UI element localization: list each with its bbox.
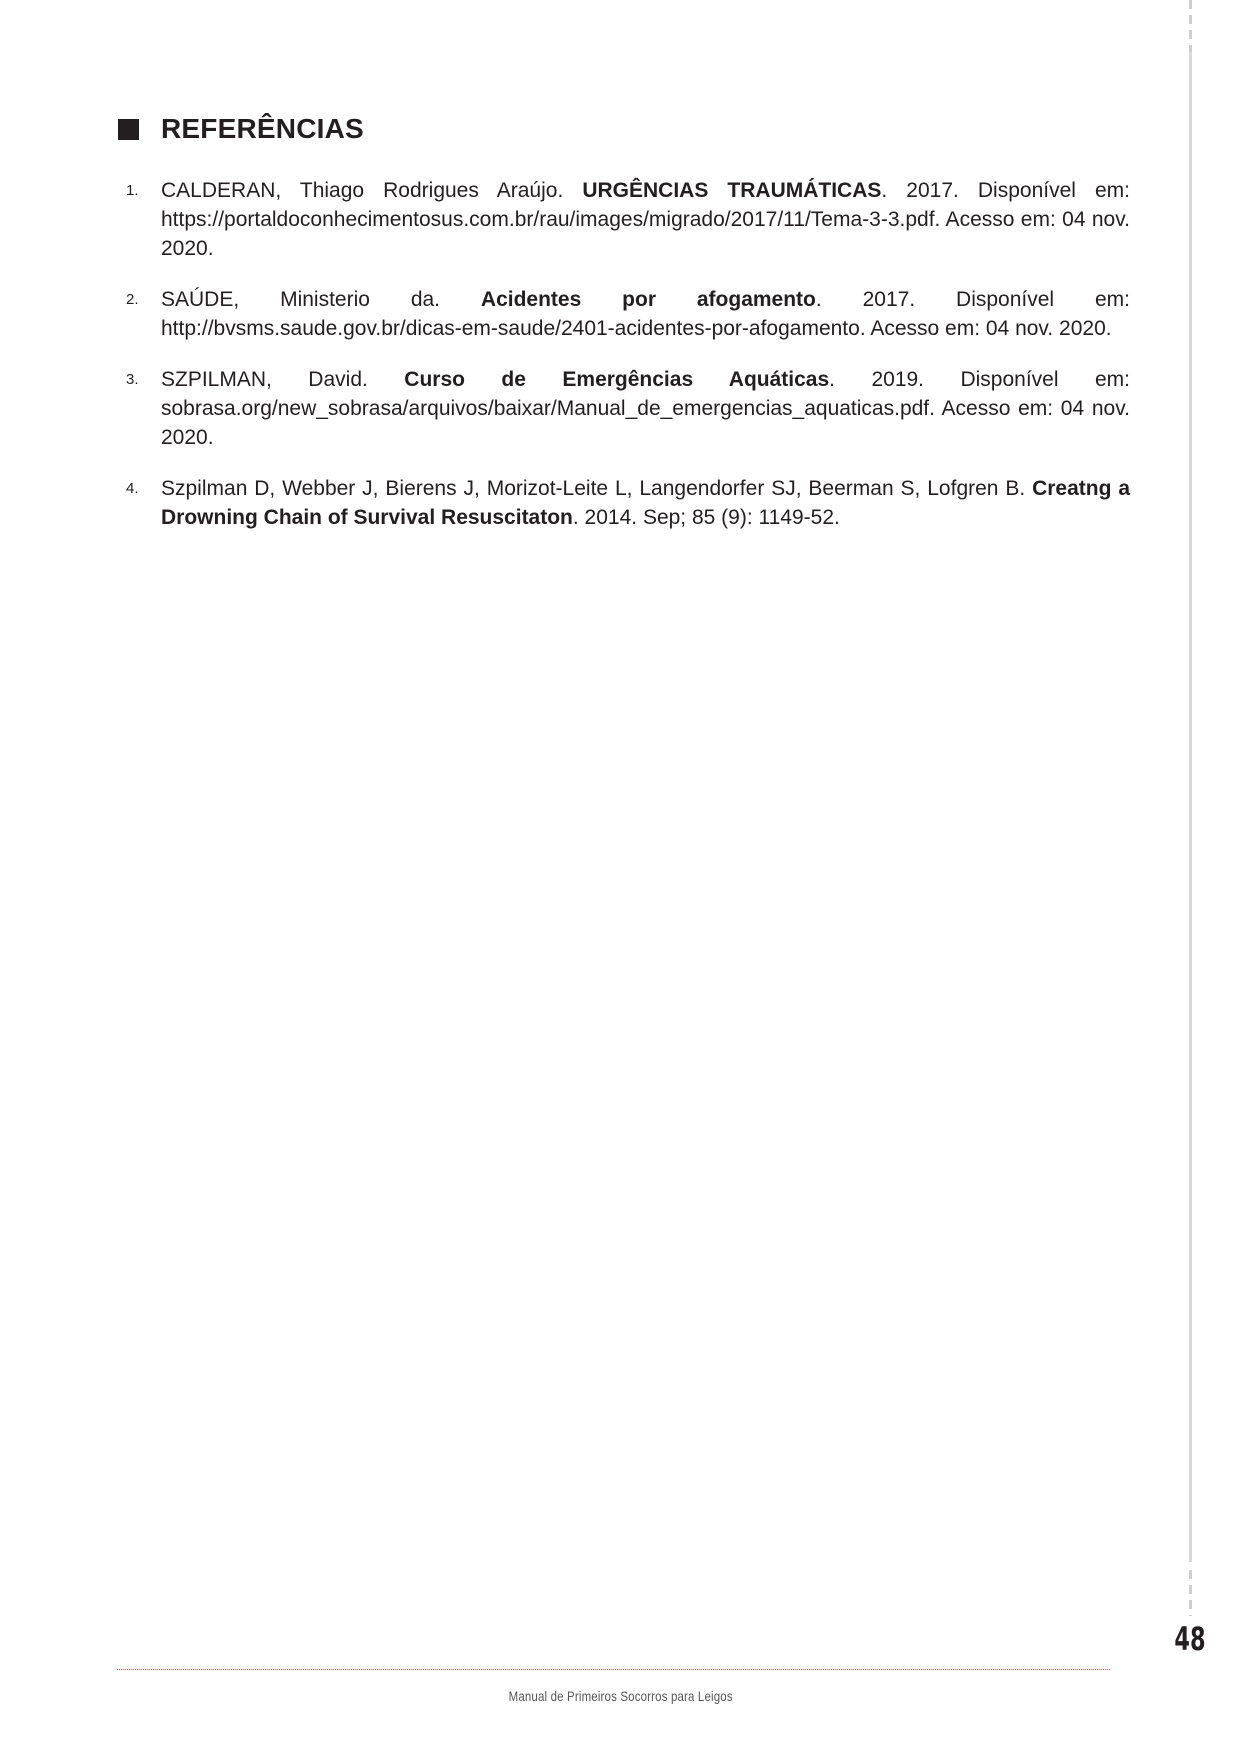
section-heading	[118, 113, 364, 145]
reference-text-end: . 2017. Disponível em: https://portaldoconhecimentosus.com.br/rau/images/migrado/2017/11/Tema-3-3.pdf. Acesso em: 04 nov. 2020.	[161, 179, 1130, 260]
reference-text-start: SAÚDE, Ministerio da.	[161, 288, 481, 311]
footer-title-text: Manual de Primeiros Socorros para Leigos	[508, 1688, 733, 1704]
reference-text-end: . 2017. Disponível em: http://bvsms.saude.gov.br/dicas-em-saude/2401-acidentes-por-afogamento. Acesso em: 04 nov. 2020.	[161, 288, 1130, 340]
reference-list	[118, 176, 1130, 554]
reference-text	[161, 176, 1130, 263]
reference-item-3	[118, 365, 1130, 452]
footer-divider	[117, 1669, 1110, 1670]
page-border-line	[1189, 52, 1192, 1562]
reference-number: 2.	[126, 291, 139, 308]
reference-title: Acidentes por afogamento	[480, 288, 816, 311]
reference-text-end: . 2014. Sep; 85 (9): 1149-52.	[572, 506, 840, 529]
heading-square-icon	[118, 119, 139, 140]
reference-number: 4.	[126, 480, 139, 497]
reference-title: Creatng a Drowning Chain of Survival Resuscitaton	[161, 477, 1131, 529]
reference-text-start: SZPILMAN, David.	[161, 368, 405, 391]
reference-text	[161, 365, 1130, 452]
reference-text-start: Szpilman D, Webber J, Bierens J, Morizot-Leite L, Langendorfer SJ, Beerman S, Lofgren B.	[161, 477, 1033, 500]
reference-text	[161, 474, 1130, 532]
reference-text	[161, 285, 1130, 343]
page-border-dashes-top	[1189, 0, 1192, 52]
page-border-dashes-bottom	[1189, 1570, 1192, 1616]
reference-item-1	[118, 176, 1130, 263]
reference-item-2	[118, 285, 1130, 343]
reference-number: 1.	[126, 182, 139, 199]
page-number: 48	[1174, 1620, 1206, 1658]
reference-title: Curso de Emergências Aquáticas	[404, 368, 830, 391]
reference-item-4	[118, 474, 1130, 532]
section-heading-text: REFERÊNCIAS	[161, 113, 364, 144]
reference-text-start: CALDERAN, Thiago Rodrigues Araújo.	[161, 179, 583, 202]
reference-title: URGÊNCIAS TRAUMÁTICAS	[582, 179, 882, 202]
reference-number: 3.	[126, 371, 139, 388]
reference-text-end: . 2019. Disponível em: sobrasa.org/new_sobrasa/arquivos/baixar/Manual_de_emergencias_aquaticas.pdf. Acesso em: 04 nov. 2020.	[161, 368, 1130, 449]
footer-title	[0, 1688, 1241, 1704]
